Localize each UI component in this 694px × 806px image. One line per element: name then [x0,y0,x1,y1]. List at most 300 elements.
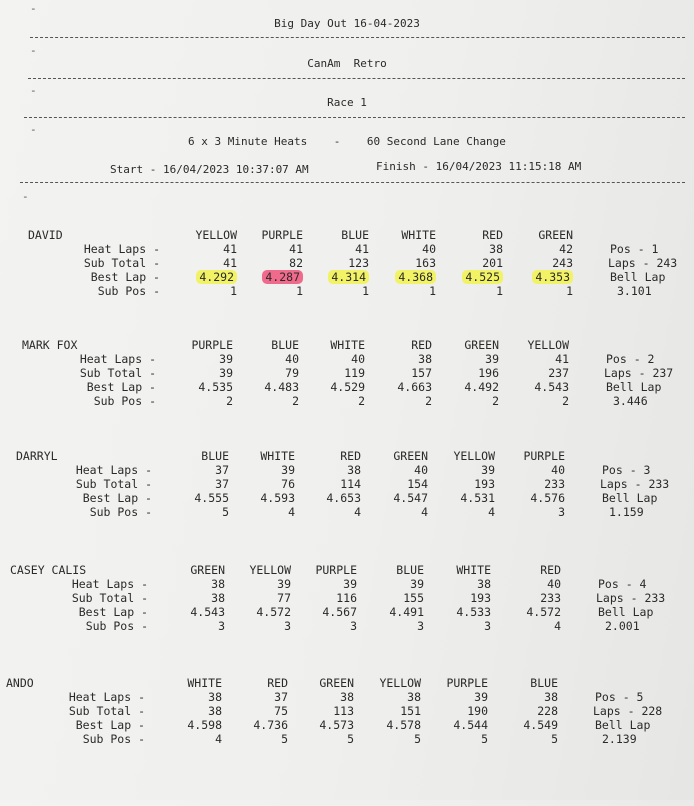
cell-best-lap [488,718,558,732]
row-label-sub-pos: Sub Pos - [85,619,148,633]
driver-section [0,676,694,806]
cell-value: 4.578 [386,718,421,732]
cell-sub-total [218,704,288,718]
cell-value: 3 [417,619,424,633]
cell-value: 40 [285,352,299,366]
cell-value: 41 [555,352,569,366]
lane-color-header [491,563,561,577]
cell-value: YELLOW [453,449,495,463]
row-label-heat-laps: Heat Laps - [68,690,145,704]
cell-value: 38 [340,690,354,704]
cell-sub-total [152,704,222,718]
cell-value: WHITE [187,676,222,690]
cell-sub-total [503,256,573,270]
cell-best-lap [429,380,499,394]
cell-heat-laps [495,463,565,477]
cell-value: 39 [277,577,291,591]
cell-value: 2 [226,394,233,408]
cell-sub-pos [354,619,424,633]
cell-best-lap [351,718,421,732]
cell-value: 3 [558,505,565,519]
cell-value: 4 [421,505,428,519]
cell-value: 77 [277,591,291,605]
cell-heat-laps [225,463,295,477]
lane-color-header [433,228,503,242]
tear-mark: - [30,44,37,57]
cell-value: 4.529 [330,380,365,394]
cell-best-lap [218,718,288,732]
cell-value: 4.653 [326,491,361,505]
cell-value: 39 [481,463,495,477]
cell-value: 4.573 [319,718,354,732]
cell-value: 151 [400,704,421,718]
cell-sub-pos [429,394,499,408]
cell-heat-laps [218,690,288,704]
cell-value: 38 [407,690,421,704]
cell-sub-total [163,366,233,380]
cell-heat-laps [429,352,499,366]
cell-value: BLUE [271,338,299,352]
start-time: Start - 16/04/2023 10:37:07 AM [110,163,309,176]
cell-value: GREEN [538,228,573,242]
row-label-sub-total: Sub Total - [68,704,145,718]
cell-value: 114 [340,477,361,491]
row-label-sub-pos: Sub Pos - [93,394,156,408]
cell-heat-laps [491,577,561,591]
summary-laps: Laps - 228 [593,704,663,718]
row-label-heat-laps: Heat Laps - [75,463,152,477]
cell-sub-total [421,591,491,605]
cell-value: PURPLE [261,228,303,242]
cell-value: 4.576 [530,491,565,505]
cell-sub-total [229,366,299,380]
driver-name: DARRYL [16,449,58,463]
cell-heat-laps [433,242,503,256]
cell-value: 38 [418,352,432,366]
summary-bell-lap: 2.139 [602,732,637,746]
cell-sub-pos [152,732,222,746]
cell-value: BLUE [201,449,229,463]
driver-name: ANDO [6,676,34,690]
summary-bell-lap: 1.159 [609,505,644,519]
summary-bell-lap-label: Bell Lap [598,605,654,619]
cell-best-lap [221,605,291,619]
cell-value: 39 [281,463,295,477]
cell-value: 4.492 [464,380,499,394]
cell-best-lap [362,380,432,394]
cell-heat-laps [221,577,291,591]
summary-bell-lap: 2.001 [605,619,640,633]
cell-value: 119 [344,366,365,380]
cell-value: 196 [478,366,499,380]
cell-value: 39 [219,352,233,366]
lane-color-header [225,449,295,463]
cell-best-lap [495,491,565,505]
cell-heat-laps [233,242,303,256]
cell-value: 4.547 [393,491,428,505]
cell-value: WHITE [330,338,365,352]
cell-best-lap [425,491,495,505]
cell-sub-pos [155,619,225,633]
cell-value: 38 [477,577,491,591]
lane-color-header [287,563,357,577]
finish-time: Finish - 16/04/2023 11:15:18 AM [376,160,582,173]
driver-section [0,563,694,693]
cell-value: 4.491 [389,605,424,619]
summary-pos: Pos - 2 [606,352,655,366]
cell-sub-total [362,366,432,380]
cell-sub-total [221,591,291,605]
cell-value: 190 [467,704,488,718]
tear-mark: - [30,84,37,97]
cell-value: 1 [496,284,503,298]
cell-heat-laps [229,352,299,366]
cell-heat-laps [362,352,432,366]
cell-heat-laps [351,690,421,704]
cell-value: 233 [544,477,565,491]
cell-heat-laps [425,463,495,477]
cell-sub-pos [491,619,561,633]
lane-color-header [159,449,229,463]
cell-value: 39 [474,690,488,704]
cell-sub-total [287,591,357,605]
summary-pos: Pos - 5 [595,690,644,704]
row-label-best-lap: Best Lap - [86,380,156,394]
highlight-pink: 4.287 [262,270,303,284]
cell-value: 4 [354,505,361,519]
driver-name: MARK FOX [22,338,78,352]
divider [24,117,685,118]
cell-best-lap [233,270,303,284]
cell-value: 1 [230,284,237,298]
cell-heat-laps [152,690,222,704]
cell-sub-pos [499,394,569,408]
lane-color-header [155,563,225,577]
cell-sub-pos [291,505,361,519]
cell-heat-laps [287,577,357,591]
lane-color-header [152,676,222,690]
cell-value: 5 [551,732,558,746]
cell-value: 201 [482,256,503,270]
cell-value: 3 [284,619,291,633]
row-label-best-lap: Best Lap - [78,605,148,619]
cell-heat-laps [499,352,569,366]
cell-value: WHITE [456,563,491,577]
heat-format: 6 x 3 Minute Heats - 60 Second Lane Change [188,135,506,148]
cell-value: 4.535 [198,380,233,394]
cell-value: 4.593 [260,491,295,505]
cell-sub-pos [229,394,299,408]
cell-value: 4.736 [253,718,288,732]
cell-value: PURPLE [191,338,233,352]
cell-value: 3 [484,619,491,633]
lane-color-header [291,449,361,463]
cell-value: 82 [289,256,303,270]
cell-value: 4.543 [534,380,569,394]
cell-value: GREEN [464,338,499,352]
row-label-sub-pos: Sub Pos - [89,505,152,519]
cell-heat-laps [488,690,558,704]
cell-sub-pos [287,619,357,633]
cell-sub-pos [159,505,229,519]
summary-laps: Laps - 237 [604,366,674,380]
cell-value: GREEN [319,676,354,690]
cell-value: GREEN [393,449,428,463]
lane-color-header [362,338,432,352]
class-name: CanAm Retro [307,57,387,70]
row-label-sub-total: Sub Total - [83,256,160,270]
lane-color-header [495,449,565,463]
cell-value: 4 [288,505,295,519]
summary-pos: Pos - 1 [610,242,659,256]
cell-value: 38 [208,704,222,718]
row-label-heat-laps: Heat Laps - [83,242,160,256]
cell-value: 37 [215,477,229,491]
cell-best-lap [163,380,233,394]
lane-color-header [429,338,499,352]
cell-value: 113 [333,704,354,718]
cell-best-lap [418,718,488,732]
cell-value: 38 [211,577,225,591]
cell-value: 41 [289,242,303,256]
cell-value: 5 [347,732,354,746]
lane-color-header [163,338,233,352]
cell-sub-pos [362,394,432,408]
cell-value: 41 [223,242,237,256]
row-label-heat-laps: Heat Laps - [71,577,148,591]
cell-value: 2 [358,394,365,408]
cell-sub-total [491,591,561,605]
cell-sub-total [299,256,369,270]
cell-value: 38 [544,690,558,704]
divider [30,37,685,38]
cell-value: YELLOW [249,563,291,577]
cell-value: 1 [362,284,369,298]
cell-sub-total [159,477,229,491]
cell-sub-total [366,256,436,270]
cell-value: 39 [343,577,357,591]
cell-value: 233 [540,591,561,605]
summary-pos: Pos - 4 [598,577,647,591]
lane-color-header [354,563,424,577]
cell-value: 37 [274,690,288,704]
cell-value: RED [411,338,432,352]
cell-sub-pos [284,732,354,746]
row-label-sub-total: Sub Total - [71,591,148,605]
cell-heat-laps [299,242,369,256]
lane-color-header [499,338,569,352]
cell-sub-pos [225,505,295,519]
cell-value: 41 [223,256,237,270]
cell-value: PURPLE [523,449,565,463]
cell-sub-total [291,477,361,491]
highlight-yellow: 4.314 [328,270,369,284]
cell-value: PURPLE [446,676,488,690]
lane-color-header [218,676,288,690]
cell-value: 5 [481,732,488,746]
cell-heat-laps [358,463,428,477]
cell-heat-laps [284,690,354,704]
tear-mark: - [22,190,29,203]
cell-best-lap [358,491,428,505]
cell-best-lap [291,491,361,505]
cell-sub-total [167,256,237,270]
cell-value: 4.572 [526,605,561,619]
cell-value: 2 [292,394,299,408]
cell-best-lap [366,270,436,284]
cell-sub-total [155,591,225,605]
cell-value: 154 [407,477,428,491]
cell-sub-pos [366,284,436,298]
event-title: Big Day Out 16-04-2023 [274,17,420,30]
cell-best-lap [299,270,369,284]
cell-value: BLUE [341,228,369,242]
cell-value: 1 [429,284,436,298]
divider [28,78,685,79]
cell-value: 1 [296,284,303,298]
cell-value: 4.598 [187,718,222,732]
cell-sub-total [351,704,421,718]
cell-value: 38 [347,463,361,477]
tear-mark: - [30,123,37,136]
summary-laps: Laps - 233 [600,477,670,491]
cell-sub-pos [503,284,573,298]
cell-value: 116 [336,591,357,605]
lane-color-header [358,449,428,463]
cell-sub-total [284,704,354,718]
cell-best-lap [499,380,569,394]
cell-sub-pos [163,394,233,408]
cell-value: 37 [215,463,229,477]
cell-sub-pos [418,732,488,746]
cell-best-lap [229,380,299,394]
lane-color-header [229,338,299,352]
summary-pos: Pos - 3 [602,463,651,477]
cell-value: RED [482,228,503,242]
cell-sub-pos [495,505,565,519]
lane-color-header [418,676,488,690]
divider [20,182,685,183]
cell-heat-laps [366,242,436,256]
cell-value: RED [267,676,288,690]
cell-sub-total [495,477,565,491]
cell-value: 3 [218,619,225,633]
cell-sub-pos [433,284,503,298]
cell-value: YELLOW [527,338,569,352]
cell-sub-pos [295,394,365,408]
row-label-best-lap: Best Lap - [75,718,145,732]
cell-best-lap [152,718,222,732]
race-name: Race 1 [327,96,367,109]
cell-sub-total [295,366,365,380]
lane-color-header [503,228,573,242]
cell-value: 40 [351,352,365,366]
summary-bell-lap: 3.101 [617,284,652,298]
cell-value: 39 [410,577,424,591]
cell-sub-pos [299,284,369,298]
lane-color-header [351,676,421,690]
cell-value: 243 [552,256,573,270]
highlight-yellow: 4.292 [196,270,237,284]
cell-value: 4.549 [523,718,558,732]
cell-best-lap [287,605,357,619]
summary-bell-lap-label: Bell Lap [595,718,651,732]
cell-value: 5 [414,732,421,746]
cell-heat-laps [503,242,573,256]
cell-value: WHITE [401,228,436,242]
cell-sub-total [429,366,499,380]
summary-bell-lap-label: Bell Lap [610,270,666,284]
cell-value: 193 [474,477,495,491]
row-label-sub-pos: Sub Pos - [97,284,160,298]
cell-sub-total [488,704,558,718]
cell-sub-pos [351,732,421,746]
cell-value: BLUE [530,676,558,690]
cell-heat-laps [295,352,365,366]
cell-best-lap [354,605,424,619]
summary-bell-lap-label: Bell Lap [606,380,662,394]
cell-sub-total [433,256,503,270]
driver-name: CASEY CALIS [10,563,87,577]
cell-value: 155 [403,591,424,605]
cell-value: 38 [489,242,503,256]
cell-sub-total [425,477,495,491]
cell-value: 40 [547,577,561,591]
highlight-yellow: 4.368 [395,270,436,284]
cell-value: GREEN [190,563,225,577]
cell-value: 40 [414,463,428,477]
cell-value: WHITE [260,449,295,463]
lane-color-header [366,228,436,242]
lane-color-header [295,338,365,352]
lane-color-header [284,676,354,690]
cell-value: 157 [411,366,432,380]
cell-value: BLUE [396,563,424,577]
row-label-sub-total: Sub Total - [75,477,152,491]
cell-heat-laps [167,242,237,256]
cell-value: 3 [350,619,357,633]
cell-sub-pos [425,505,495,519]
driver-section [0,449,694,579]
cell-value: 39 [485,352,499,366]
cell-value: 4.531 [460,491,495,505]
cell-value: 4.483 [264,380,299,394]
lane-color-header [421,563,491,577]
row-label-heat-laps: Heat Laps - [79,352,156,366]
cell-value: 39 [219,366,233,380]
lane-color-header [425,449,495,463]
cell-heat-laps [354,577,424,591]
cell-sub-total [499,366,569,380]
cell-best-lap [167,270,237,284]
cell-best-lap [225,491,295,505]
cell-sub-total [358,477,428,491]
cell-value: 1 [566,284,573,298]
cell-value: YELLOW [195,228,237,242]
cell-value: 4.533 [456,605,491,619]
cell-best-lap [284,718,354,732]
cell-value: PURPLE [315,563,357,577]
cell-value: 2 [425,394,432,408]
cell-value: 4.567 [322,605,357,619]
cell-heat-laps [159,463,229,477]
cell-heat-laps [155,577,225,591]
cell-value: 4 [554,619,561,633]
cell-value: RED [540,563,561,577]
summary-bell-lap-label: Bell Lap [602,491,658,505]
cell-best-lap [159,491,229,505]
cell-value: 76 [281,477,295,491]
